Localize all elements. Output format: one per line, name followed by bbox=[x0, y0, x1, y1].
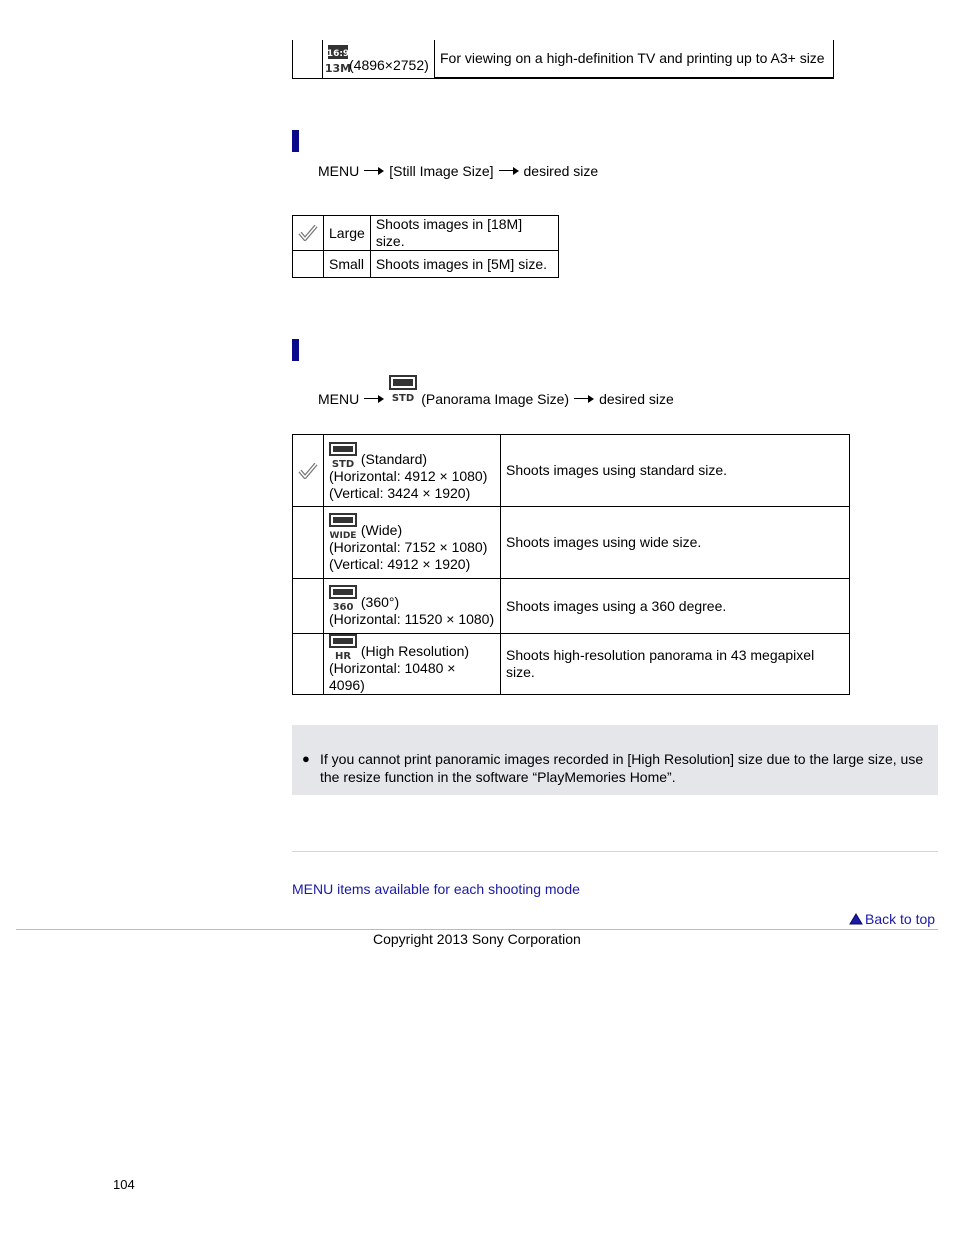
pano-menu-path bbox=[318, 370, 674, 408]
footer-divider bbox=[16, 929, 938, 930]
back-to-top-label: Back to top bbox=[865, 911, 936, 927]
menu-target: desired size bbox=[523, 163, 599, 179]
divider bbox=[292, 851, 938, 852]
arrow-right-icon bbox=[364, 394, 384, 404]
check-cell bbox=[293, 579, 324, 634]
check-cell bbox=[293, 40, 323, 78]
checkmark-icon bbox=[298, 462, 318, 480]
check-cell bbox=[293, 216, 324, 251]
panorama-wide-icon bbox=[329, 513, 357, 539]
svg-text:STD: STD bbox=[331, 458, 355, 470]
size-description: Shoots images using a 360 degree. bbox=[501, 579, 850, 634]
arrow-right-icon bbox=[364, 166, 384, 176]
table-row bbox=[293, 507, 850, 579]
back-to-top-link[interactable] bbox=[849, 911, 935, 927]
panorama-360-icon bbox=[329, 585, 357, 611]
size-description: Shoots images using wide size. bbox=[501, 507, 850, 579]
note-bullet: ● bbox=[302, 751, 310, 766]
copyright: Copyright 2013 Sony Corporation bbox=[373, 931, 581, 947]
menu-target: desired size bbox=[599, 391, 674, 407]
checkmark-icon bbox=[298, 224, 318, 242]
table-row bbox=[293, 216, 559, 251]
note-box bbox=[292, 725, 938, 795]
svg-text:360: 360 bbox=[332, 601, 354, 613]
size-cell: 360 (360°) (Horizontal: 11520 × 1080) bbox=[324, 579, 501, 634]
size-description: Shoots images in [5M] size. bbox=[370, 251, 558, 278]
size-description: Shoots high-resolution panorama in 43 megapixel size. bbox=[501, 634, 850, 695]
svg-text:STD: STD bbox=[392, 393, 415, 404]
arrow-right-icon bbox=[499, 166, 519, 176]
table-row bbox=[293, 435, 850, 507]
size-cell: WIDE (Wide) (Horizontal: 7152 × 1080) (Vertical: 4912 × 1920) bbox=[324, 507, 501, 579]
still-menu-path bbox=[318, 162, 598, 180]
check-cell bbox=[293, 435, 324, 507]
related-link[interactable]: MENU items available for each shooting mode bbox=[292, 881, 580, 897]
image-size-table-tail bbox=[292, 40, 834, 79]
svg-text:HR: HR bbox=[334, 651, 352, 662]
section-marker bbox=[292, 339, 299, 361]
check-cell bbox=[293, 251, 324, 278]
menu-item: (Panorama Image Size) bbox=[421, 391, 570, 407]
menu-item: [Still Image Size] bbox=[389, 163, 494, 179]
description-cell: For viewing on a high-definition TV and printing up to A3+ size bbox=[435, 40, 834, 78]
section-marker bbox=[292, 130, 299, 152]
svg-text:13M: 13M bbox=[324, 61, 352, 75]
size-cell bbox=[323, 40, 435, 78]
note-text: If you cannot print panoramic images recorded in [High Resolution] size due to the large size, use the resize function in the software “PlayMemories Home”. bbox=[320, 751, 924, 785]
menu-label: MENU bbox=[318, 391, 360, 407]
size-cell: STD (Standard) (Horizontal: 4912 × 1080) (Vertical: 3424 × 1920) bbox=[324, 435, 501, 507]
aspect-16-9-13m-icon bbox=[324, 44, 352, 75]
svg-text:16:9: 16:9 bbox=[326, 48, 350, 59]
size-label: Small bbox=[324, 251, 371, 278]
size-description: Shoots images using standard size. bbox=[501, 435, 850, 507]
table-row bbox=[293, 251, 559, 278]
panorama-std-icon bbox=[389, 375, 417, 403]
page-number: 104 bbox=[113, 1177, 135, 1192]
size-label: Large bbox=[324, 216, 371, 251]
table-row bbox=[293, 579, 850, 634]
triangle-up-icon bbox=[849, 913, 863, 925]
size-description: Shoots images in [18M] size. bbox=[370, 216, 558, 251]
check-cell bbox=[293, 634, 324, 695]
size-text: (4896×2752) bbox=[349, 56, 429, 73]
panorama-hr-icon bbox=[329, 634, 357, 660]
still-size-table bbox=[292, 215, 559, 278]
menu-label: MENU bbox=[318, 163, 360, 179]
svg-text:WIDE: WIDE bbox=[329, 530, 357, 541]
size-cell: HR (High Resolution) (Horizontal: 10480 × 4096) bbox=[324, 634, 501, 695]
arrow-right-icon bbox=[574, 394, 594, 404]
table-row bbox=[293, 634, 850, 695]
panorama-std-icon bbox=[329, 442, 357, 468]
check-cell bbox=[293, 507, 324, 579]
panorama-size-table bbox=[292, 434, 850, 695]
